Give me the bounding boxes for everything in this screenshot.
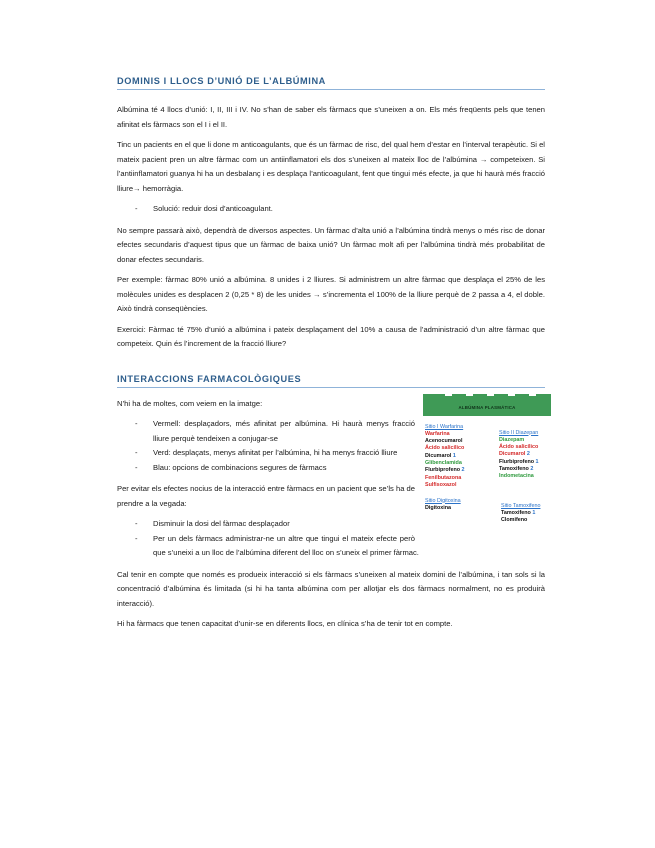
list-item: - Verd: desplaçats, menys afinitat per l’albúmina, hi ha menys fracció lliure: [153, 446, 545, 461]
albumin-notches: [423, 390, 551, 398]
albumin-notch: [508, 390, 515, 396]
site-title: Sitio II Diazepan: [499, 429, 539, 436]
site-title: Sitio Digitoxina: [425, 497, 461, 504]
paragraph: N’hi ha de moltes, com veiem en la imatge:: [117, 398, 263, 408]
site-number: 1: [535, 458, 539, 465]
drug-name: Tamoxifeno: [501, 509, 531, 516]
site-number: 2: [461, 467, 465, 474]
drug-item: [425, 475, 465, 482]
paragraph: Per exemple: fàrmac 80% unió a albúmina. 8 unides i 2 lliures. Si administrem un altre fàrmac que desplaça el 25% de les molècules unides es desplacen 2 (0,25 * 8) de les unides → s’incrementa el 100% de la lliure perquè de 2 passa a 4, el doble. Això tindrà conseqüències.: [117, 275, 545, 313]
site-title: Sitio Tamoxifeno: [501, 502, 541, 509]
site-number: 2: [526, 451, 530, 458]
site-title: Sitio I Warfarina: [425, 423, 464, 430]
drug-name: Clomifeno: [501, 517, 528, 524]
section-heading-interactions: INTERACCIONS FARMACOLÒGIQUES: [117, 374, 545, 388]
paragraph: Cal tenir en compte que només es produeix interacció si els fàrmacs s’uneixen al mateix domini de l’albúmina, i tan sols si la concentració d’albúmina és limitada (si hi ha tanta albúmina com per allotjar els dos fàrmacs normalment, no es produirà interacció).: [117, 569, 545, 608]
list-item: - Solució: reduir dosi d’anticoagulant.: [153, 202, 545, 217]
drug-name: Glibenclamida: [425, 459, 462, 466]
drug-name: Digitoxina: [425, 504, 452, 511]
section-heading-albumin: DOMINIS I LLOCS D’UNIÓ DE L’ALBÚMINA: [117, 76, 545, 90]
drug-name: Acenocumarol: [425, 438, 463, 445]
albumin-notch: [466, 390, 473, 396]
drug-item: [425, 505, 461, 512]
albumin-notch: [487, 390, 494, 396]
document-page: [117, 76, 545, 638]
drug-name: Flurbiprofeno: [499, 458, 535, 465]
albumin-bar: [423, 394, 551, 416]
drug-name: Tamoxifeno: [499, 465, 529, 472]
drug-name: Indometacina: [499, 473, 534, 480]
paragraph: Per evitar els efectes nocius de la interacció entre fàrmacs en un pacient que se’ls ha de prendre a la vegada:: [117, 484, 415, 508]
list-item: - Per un dels fàrmacs administrar-ne un altre que tingui el mateix efecte però que s’uneixi a un lloc de l’albúmina diferent del lloc on s’uneix el primer fàrmac.: [153, 532, 545, 561]
drug-name: Ácido salicílico: [499, 444, 539, 451]
drug-item: [425, 482, 465, 489]
site-number: 2: [530, 465, 534, 472]
drug-name: Flurbiprofeno: [425, 467, 461, 474]
drug-name: Ácido salicílico: [425, 445, 465, 452]
paragraph: Hi ha fàrmacs que tenen capacitat d’unir-se en diferents llocs, en clínica s’ha de tenir tot en compte.: [117, 619, 453, 628]
site-number: 1: [452, 452, 456, 459]
list-item: - Vermell: desplaçadors, més afinitat per albúmina. Hi haurà menys fracció lliure perquè tendeixen a conjugar-se: [153, 417, 545, 446]
drug-name: Fenilbutazona: [425, 474, 462, 481]
albumin-notch: [445, 390, 452, 396]
drug-name: Dicumarol: [499, 451, 526, 458]
list-item: - Blau: opcions de combinacions segures de fàrmacs: [153, 461, 545, 476]
list-item: - Disminuir la dosi del fàrmac desplaçador: [153, 517, 545, 532]
paragraph: Albúmina té 4 llocs d’unió: I, II, III i IV. No s’han de saber els fàrmacs que s’uneixen a on. Els més freqüents pels que tenen afinitat els fàrmacs son el I i el II.: [117, 105, 545, 129]
bullet-list-solutions: [117, 517, 545, 561]
drug-name: Dicumarol: [425, 452, 452, 459]
site-number: 1: [532, 509, 536, 516]
drug-name: Warfarina: [425, 430, 450, 437]
bullet-list-colors: [117, 417, 545, 475]
site-digitoxina: [425, 498, 461, 513]
drug-name: Diazepam: [499, 436, 525, 443]
drug-item: [501, 510, 540, 517]
paragraph: Tinc un pacients en el que li done m anticoagulants, que és un fàrmac de risc, del qual hem d’estar en l’interval terapèutic. Si el mateix pacient pren un altre fàrmac com un antiinflamatori els dos s’uneixen al mateix lloc de l’albúmina → competeixen. Si l’antiinflamatori guanya hi ha un desbalanç i es desplaça l’anticoagulant, fent que tingui més efecte, ja que hi haurà més fracció lliure→ hemorràgia.: [117, 140, 545, 193]
albumin-title: ALBÚMINA PLASMÁTICA: [458, 404, 516, 410]
paragraph: No sempre passarà això, dependrà de diversos aspectes. Un fàrmac d’alta unió a l’albúmina tindrà menys o més risc de donar efectes secundaris d’aquest tipus que un fàrmac de baixa unió? Un fàrmac molt afi per l’albúmina tindrà més probabilitat de donar efectes secundaris.: [117, 225, 545, 264]
drug-name: Sulfisoxazol: [425, 481, 457, 488]
albumin-notch: [529, 390, 536, 396]
bullet-list: [117, 202, 545, 217]
paragraph: Exercici: Fàrmac té 75% d’unió a albúmina i pateix desplaçament del 10% a causa de l’administració d’un altre fàrmac que competeix. Quin és l’increment de la fracció lliure?: [117, 324, 545, 348]
